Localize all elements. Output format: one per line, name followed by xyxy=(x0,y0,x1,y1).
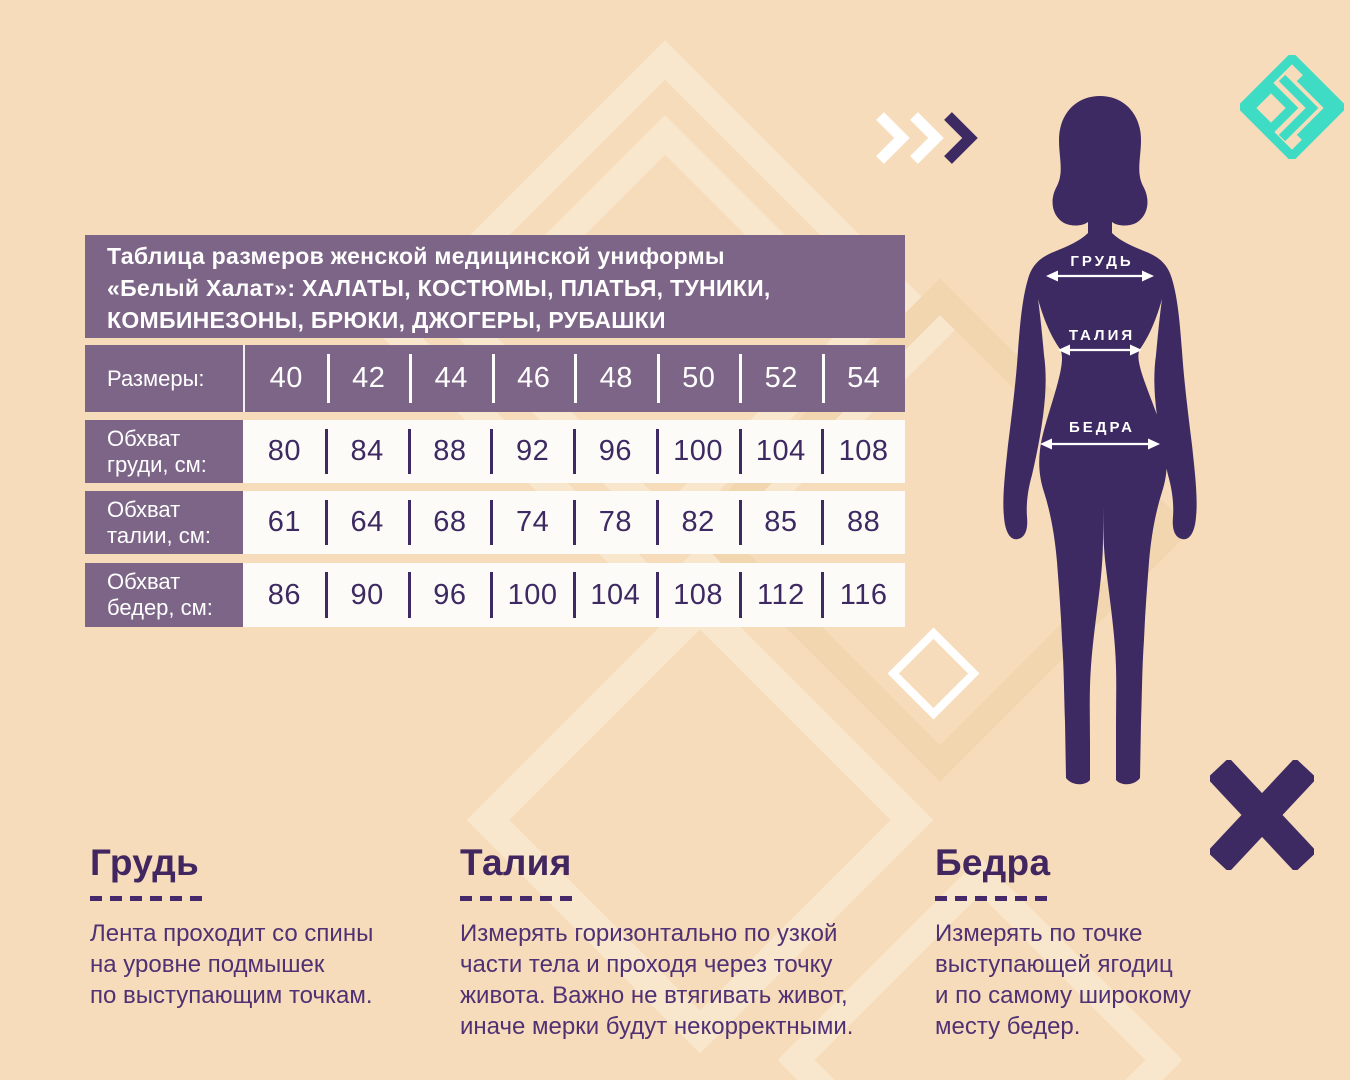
row-label: Обхват бедер, см: xyxy=(85,563,243,627)
hips-measure-label: БЕДРА xyxy=(1069,419,1135,436)
row-label: Обхват груди, см: xyxy=(85,420,243,483)
table-row-chest xyxy=(85,420,905,483)
row-label: Размеры: xyxy=(107,365,205,391)
dashed-divider xyxy=(460,896,572,901)
size-cell: 52 xyxy=(740,345,823,412)
value-cell: 100 xyxy=(657,420,740,483)
row-cells xyxy=(243,345,905,412)
value-cell: 74 xyxy=(491,491,574,554)
size-cell: 40 xyxy=(269,362,303,394)
value-cell: 88 xyxy=(409,420,492,483)
row-cells xyxy=(243,491,905,554)
section-text-line: месту бедер. xyxy=(935,1013,1081,1040)
section-hips xyxy=(935,843,1191,1042)
size-cell: 46 xyxy=(493,345,576,412)
woman-body-shape xyxy=(1003,96,1196,784)
section-text-line: и по самому широкому xyxy=(935,982,1191,1009)
white-diamond-outline-icon xyxy=(888,628,980,720)
value-cell: 84 xyxy=(326,420,409,483)
value-cell: 86 xyxy=(267,578,301,611)
value-cell: 85 xyxy=(740,491,823,554)
size-cell: 44 xyxy=(410,345,493,412)
dashed-divider xyxy=(935,896,1047,901)
triple-chevron-right-icon xyxy=(876,112,982,164)
value-cell: 108 xyxy=(822,420,905,483)
chest-measure-label: ГРУДЬ xyxy=(1070,253,1134,270)
value-cell: 104 xyxy=(574,563,657,627)
value-cell: 112 xyxy=(740,563,823,627)
value-cell: 61 xyxy=(267,506,301,538)
value-cell: 78 xyxy=(574,491,657,554)
dashed-divider xyxy=(90,896,202,901)
value-cell: 68 xyxy=(409,491,492,554)
woman-silhouette xyxy=(988,92,1218,792)
size-cell: 50 xyxy=(658,345,741,412)
section-title: Бедра xyxy=(935,842,1051,883)
value-cell: 100 xyxy=(491,563,574,627)
size-cell: 42 xyxy=(328,345,411,412)
size-cell: 48 xyxy=(575,345,658,412)
section-waist xyxy=(460,843,853,1042)
value-cell: 116 xyxy=(822,563,905,627)
value-cell: 104 xyxy=(740,420,823,483)
section-text-line: выступающей ягодиц xyxy=(935,951,1173,978)
section-text-line: по выступающим точкам. xyxy=(90,982,373,1009)
table-row-sizes xyxy=(85,345,905,412)
section-text-line: Измерять горизонтально по узкой xyxy=(460,920,838,947)
section-text-line: Измерять по точке xyxy=(935,920,1143,947)
value-cell: 108 xyxy=(657,563,740,627)
value-cell: 82 xyxy=(657,491,740,554)
brand-diamond-logo-icon xyxy=(1240,55,1344,159)
value-cell: 96 xyxy=(574,420,657,483)
table-row-waist xyxy=(85,491,905,554)
table-row-hips xyxy=(85,563,905,627)
section-text-line: иначе мерки будут некорректными. xyxy=(460,1013,854,1040)
size-cell: 54 xyxy=(823,345,906,412)
waist-measure-label: ТАЛИЯ xyxy=(1068,327,1136,344)
section-text-line: части тела и проходя через точку xyxy=(460,951,833,978)
section-title: Талия xyxy=(460,842,572,883)
section-text-line: живота. Важно не втягивать живот, xyxy=(460,982,848,1009)
section-chest xyxy=(90,843,373,1011)
value-cell: 88 xyxy=(822,491,905,554)
row-cells xyxy=(243,563,905,627)
value-cell: 92 xyxy=(491,420,574,483)
value-cell: 80 xyxy=(267,435,301,467)
value-cell: 90 xyxy=(326,563,409,627)
value-cell: 64 xyxy=(326,491,409,554)
table-title-line: Таблица размеров женской медицинской униформы xyxy=(107,243,725,269)
row-cells xyxy=(243,420,905,483)
section-text-line: на уровне подмышек xyxy=(90,951,325,978)
value-cell: 96 xyxy=(409,563,492,627)
table-title-line: КОМБИНЕЗОНЫ, БРЮКИ, ДЖОГЕРЫ, РУБАШКИ xyxy=(107,307,666,333)
table-title-line: «Белый Халат»: ХАЛАТЫ, КОСТЮМЫ, ПЛАТЬЯ, ТУНИКИ, xyxy=(107,275,771,301)
size-table xyxy=(85,235,905,627)
table-title xyxy=(85,235,905,338)
section-title: Грудь xyxy=(90,842,200,883)
row-label: Обхват талии, см: xyxy=(85,491,243,554)
section-text-line: Лента проходит со спины xyxy=(90,920,374,947)
x-mark-icon xyxy=(1210,760,1314,870)
